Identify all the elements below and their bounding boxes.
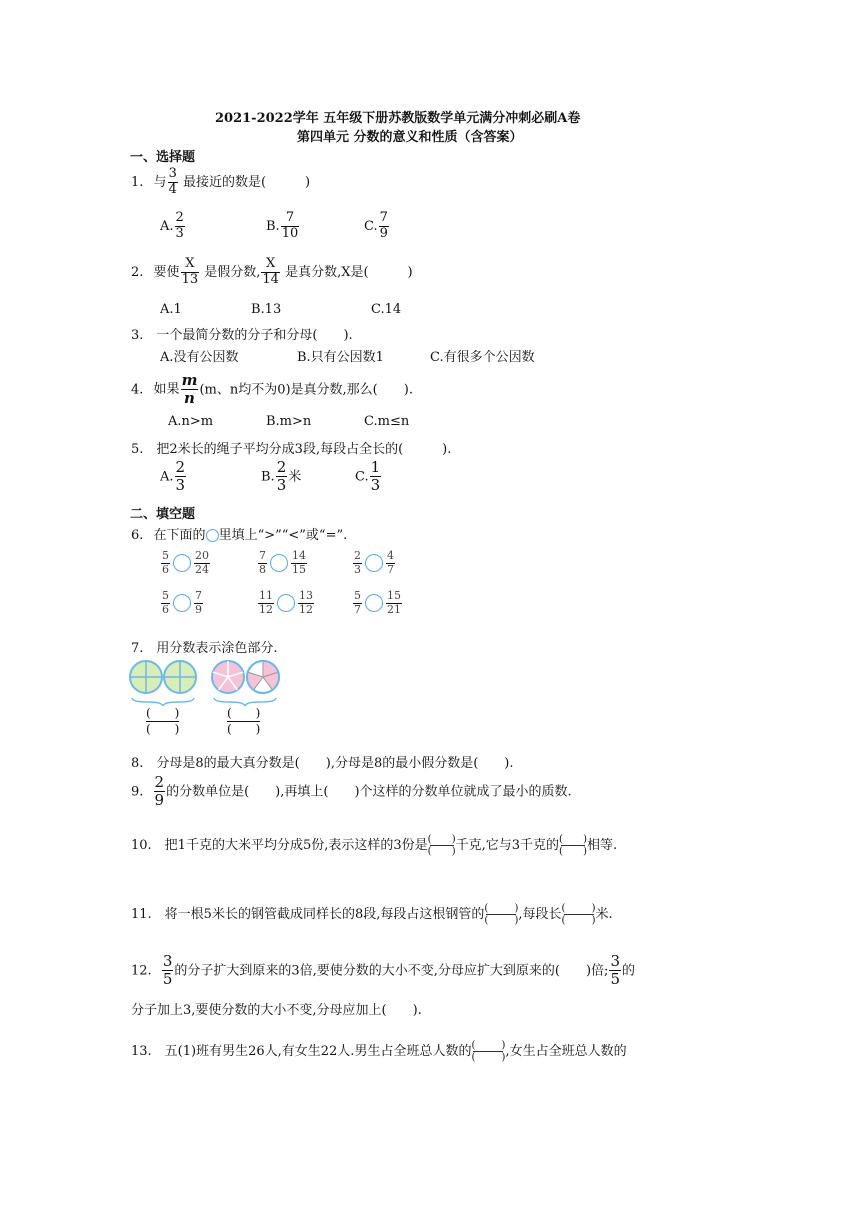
q5-option-b: B. $\frac{2}{3}$ 米 <box>261 458 302 495</box>
question-12-line2: 分子加上3,要使分数的大小不变,分母应加上( ). <box>131 1003 422 1018</box>
q5-option-c: C. $\frac{1}{3}$ <box>355 458 381 495</box>
q2-option-c: C.14 <box>371 302 402 317</box>
q2-fraction-2: $\frac{X}{14}$ <box>262 256 279 287</box>
q7-answer-1[interactable]: ( ) ( ) <box>146 706 180 736</box>
doc-title-line2: 第四单元 分数的意义和性质（含答案） <box>297 130 523 145</box>
q1-fraction: $\frac{3}{4}$ <box>168 166 177 197</box>
blank-fraction[interactable]: ( ) ( ) <box>559 833 588 857</box>
q6-pair-2: $\frac{7}{8}$ $\frac{14}{15}$ <box>259 549 306 576</box>
q12-fraction-1: $\frac{3}{5}$ <box>162 952 173 989</box>
q6-pair-4: $\frac{5}{6}$ $\frac{7}{9}$ <box>162 589 202 616</box>
question-4: 4. 如果 $\frac{m}{n}$ (m、n均不为0)是真分数,那么( ). <box>131 371 413 408</box>
doc-title-line1: 2021-2022学年 五年级下册苏教版数学单元满分冲刺必刷A卷 <box>215 111 581 126</box>
compare-circle[interactable] <box>270 554 288 572</box>
question-12: 12. $\frac{3}{5}$ 的分子扩大到原来的3倍,要使分数的大小不变,分母应扩大到原来的( )倍; $\frac{3}{5}$ 的 <box>131 952 635 989</box>
q3-option-c: C.有很多个公因数 <box>430 350 535 365</box>
q1-option-a: A. $\frac{2}{3}$ <box>160 210 184 241</box>
green-circle-1 <box>130 661 162 693</box>
q5-option-a: A. $\frac{2}{3}$ <box>160 458 186 495</box>
question-6: 6. 在下面的 里填上“>”“<”或“=”. <box>131 528 348 543</box>
compare-circle[interactable] <box>277 594 295 612</box>
q3-option-b: B.只有公因数1 <box>297 350 384 365</box>
q6-pair-5: $\frac{11}{12}$ $\frac{13}{12}$ <box>259 589 313 616</box>
q1-option-c: C. $\frac{7}{9}$ <box>364 210 388 241</box>
q1-option-b: B. $\frac{7}{10}$ <box>266 210 299 241</box>
q1-pre: 与 <box>153 174 167 190</box>
q9-fraction: $\frac{2}{9}$ <box>154 773 165 810</box>
blank-fraction[interactable]: ( ) ( ) <box>471 1039 506 1063</box>
question-11: 11. 将一根5米长的钢管截成同样长的8段,每段占这根钢管的 ( ) ( ) ,每段长 ( ) ( ) 米. <box>131 902 613 926</box>
question-10: 10. 把1千克的大米平均分成5份,表示这样的3份是 ( ) ( ) 千克,它与3千克的 ( ) ( ) 相等. <box>131 833 618 857</box>
circle-icon <box>206 529 219 542</box>
question-3: 3. 一个最简分数的分子和分母( ). <box>131 328 353 343</box>
pink-circle-2 <box>247 661 279 693</box>
q4-option-c: C.m≤n <box>364 414 410 429</box>
q4-option-a: A.n>m <box>168 414 214 429</box>
question-7: 7. 用分数表示涂色部分. <box>131 641 278 656</box>
q2-option-b: B.13 <box>251 302 282 317</box>
q4-option-b: B.m>n <box>266 414 312 429</box>
q1-number: 1. <box>131 174 144 190</box>
brace-right <box>214 698 276 706</box>
q1-post: 最接近的数是( ) <box>182 174 311 190</box>
q6-pair-6: $\frac{5}{7}$ $\frac{15}{21}$ <box>354 589 401 616</box>
question-9: 9. $\frac{2}{9}$ 的分数单位是( ),再填上( )个这样的分数单位就成了最小的质数. <box>131 773 572 810</box>
compare-circle[interactable] <box>365 554 383 572</box>
q12-fraction-2: $\frac{3}{5}$ <box>610 952 620 989</box>
question-1 <box>131 167 310 198</box>
q2-fraction-1: $\frac{X}{13}$ <box>181 256 199 287</box>
compare-circle[interactable] <box>173 594 191 612</box>
question-8: 8. 分母是8的最大真分数是( ),分母是8的最小假分数是( ). <box>131 756 514 771</box>
q4-fraction: $\frac{m}{n}$ <box>181 371 198 408</box>
q6-pair-3: $\frac{2}{3}$ $\frac{4}{7}$ <box>354 549 394 576</box>
section-heading-fill: 二、填空题 <box>130 507 196 522</box>
question-13: 13. 五(1)班有男生26人,有女生22人.男生占全班总人数的 ( ) ( ) ,女生占全班总人数的 <box>131 1039 627 1063</box>
pink-circle-1 <box>212 661 244 693</box>
blank-fraction[interactable]: ( ) ( ) <box>484 902 519 926</box>
question-5: 5. 把2米长的绳子平均分成3段,每段占全长的( ). <box>131 442 452 457</box>
blank-fraction[interactable]: ( ) ( ) <box>561 902 596 926</box>
section-heading-choice: 一、选择题 <box>130 150 196 165</box>
compare-circle[interactable] <box>173 554 191 572</box>
q3-option-a: A.没有公因数 <box>160 350 239 365</box>
q7-answer-2[interactable]: ( ) ( ) <box>227 706 261 736</box>
q6-pair-1: $\frac{5}{6}$ $\frac{20}{24}$ <box>162 549 209 576</box>
compare-circle[interactable] <box>365 594 383 612</box>
green-circle-2 <box>164 661 196 693</box>
brace-left <box>132 698 194 706</box>
q2-option-a: A.1 <box>160 302 182 317</box>
question-2: 2. 要使 $\frac{X}{13}$ 是假分数, $\frac{X}{14}$ 是真分数,X是( ) <box>131 256 413 287</box>
blank-fraction[interactable]: ( ) ( ) <box>427 833 456 857</box>
